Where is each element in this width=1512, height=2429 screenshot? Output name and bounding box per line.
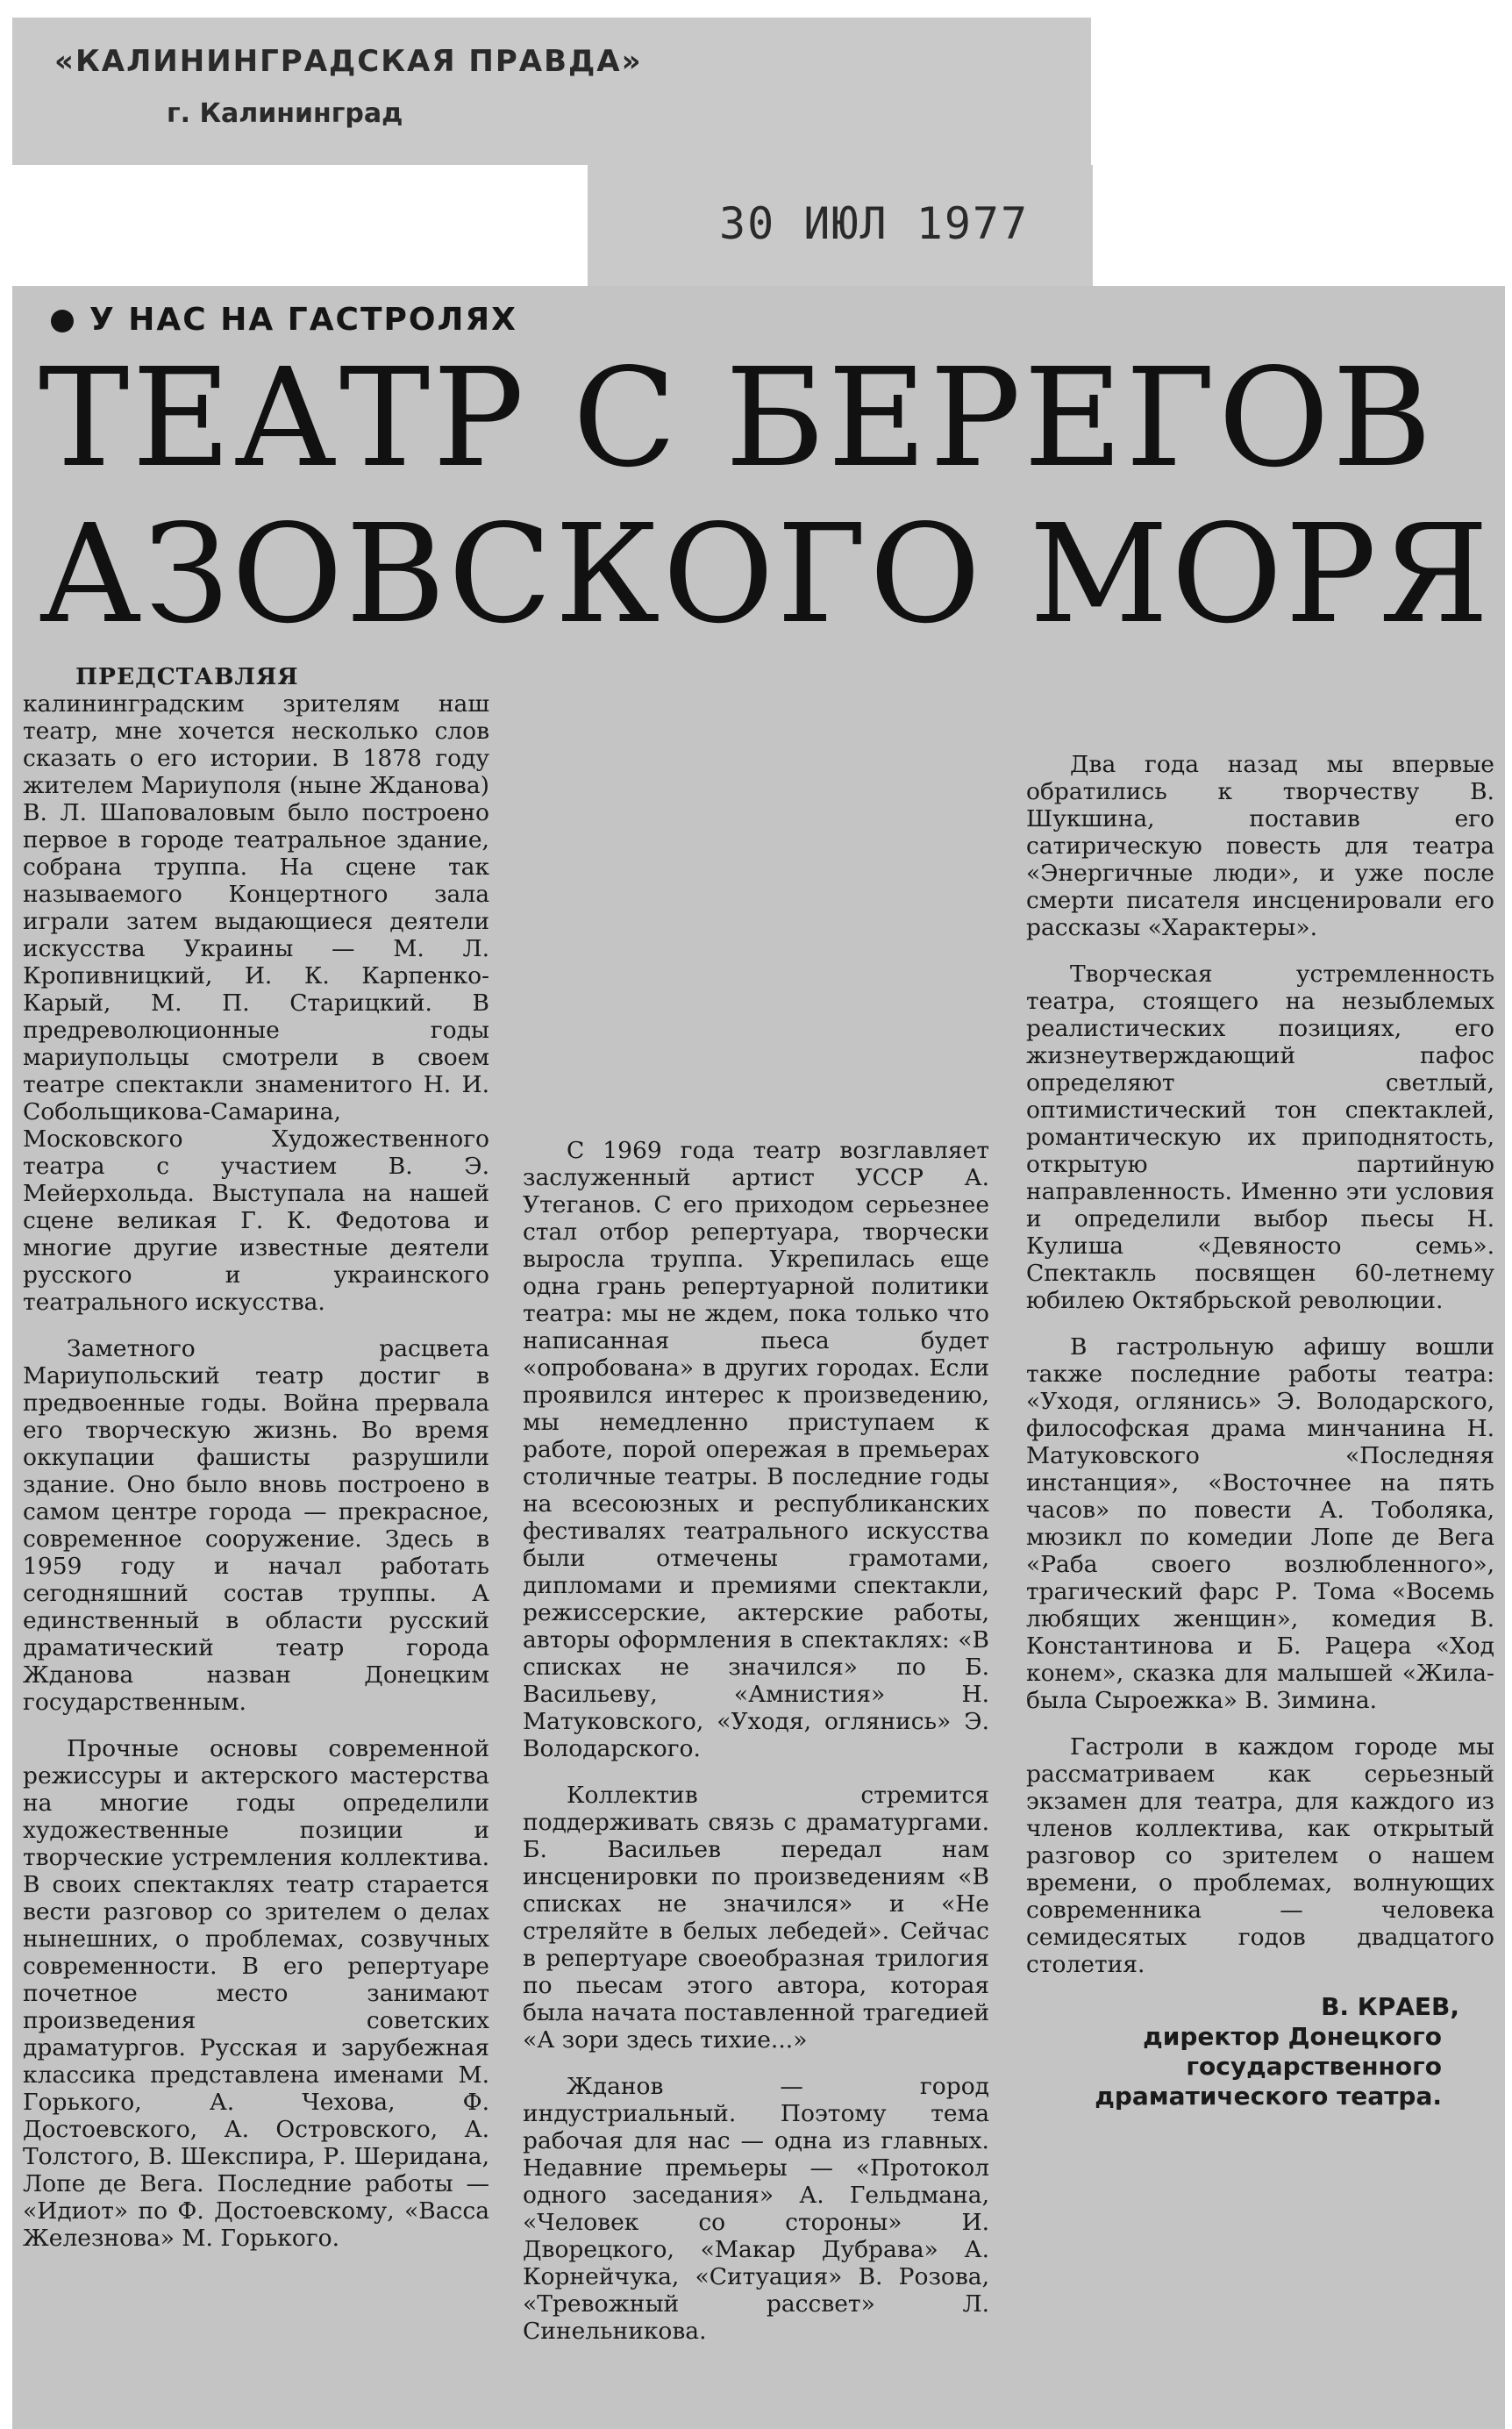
paragraph-text: калининградским зрителям наш театр, мне хочется несколько слов сказать о его истории. В 1878 году жителем Мариуполя (ныне Жданова) В. Л. Шаповаловым было построено первое в городе театральное здание, собрана труппа. На сцене так называемого Концертного зала играли затем выдающиеся деятели искусства Украины — М. Л. Кропивницкий, И. К. Карпенко-Карый, М. П. Старицкий. В предреволюционные годы мариупольцы смотрели в своем театре спектакли знаменитого Н. И. Собольщикова-Самарина, Московского Художественного театра с участием В. Э. Мейерхольда. Выступала на нашей сцене великая Г. К. Федотова и многие другие известные деятели русского и украинского театрального искусства. <box>23 690 489 1316</box>
article-paragraph: С 1969 года театр возглавляет заслуженный артист УССР А. Утеганов. С его приходом серьезнее стал отбор репертуара, творчески выросла труппа. Укрепилась еще одна грань репертуарной политики театра: мы не ждем, пока только что написанная пьеса будет «опробована» в других городах. Если проявился интерес к произведению, мы немедленно приступаем к работе, порой опережая в премьерах столичные театры. В последние годы на всесоюзных и республиканских фестивалях театрального искусства были отмечены грамотами, дипломами и премиями спектакли, режиссерские, актерские работы, авторы оформления в спектаклях: «В списках не значился» по Б. Васильеву, «Амнистия» Н. Матуковского, «Уходя, оглянись» Э. Володарского. <box>523 1137 989 1762</box>
headline-line-2: АЗОВСКОГО МОРЯ <box>39 495 1492 654</box>
author-name: В. КРАЕВ, <box>1321 1992 1459 2021</box>
author-signature <box>1026 1992 1494 2111</box>
article-paragraph: Творческая устремленность театра, стоящего на незыблемых реалистических позициях, его жизнеутверждающий пафос определяют светлый, оптимистический тон спектаклей, романтическую их приподнятость, открытую партийную направленность. Именно эти условия и определили выбор пьесы Н. Кулиша «Девяносто семь». Спектакль посвящен 60-летнему юбилею Октябрьской революции. <box>1026 961 1494 1314</box>
article-rubric <box>51 302 517 338</box>
author-title-line: драматического театра. <box>1095 2082 1442 2111</box>
newspaper-city: г. Калининград <box>167 98 403 129</box>
bullet-dot-icon <box>51 310 74 332</box>
article-column-2 <box>523 663 989 2345</box>
source-clipping-label <box>12 18 1091 165</box>
article-headline <box>39 340 1512 653</box>
lead-word: ПРЕДСТАВЛЯЯ <box>75 663 299 690</box>
article-paragraph: В гастрольную афишу вошли также последние работы театра: «Уходя, оглянись» Э. Володарского, философская драма минчанина Н. Матуковского «Последняя инстанция», «Восточнее на пять часов» по повести А. Тоболяка, мюзикл по комедии Лопе де Вега «Раба своего возлюбленного», трагический фарс Р. Тома «Восемь любящих женщин», комедия В. Константинова и Б. Рацера «Ход конем», сказка для малышей «Жила-была Сыроежка» В. Зимина. <box>1026 1333 1494 1714</box>
article-paragraph <box>23 663 489 1316</box>
date-stamp-label <box>588 165 1093 288</box>
article-paragraph: Заметного расцвета Мариупольский театр достиг в предвоенные годы. Война прервала его творческую жизнь. Во время оккупации фашисты разрушили здание. Оно было вновь построено в самом центре города — прекрасное, современное сооружение. Здесь в 1959 году и начал работать сегодняшний состав труппы. А единственный в области русский драматический театр города Жданова назван Донецким государственным. <box>23 1335 489 1716</box>
article-column-1 <box>23 663 489 2252</box>
newspaper-article <box>12 286 1505 2429</box>
rubric-text: У НАС НА ГАСТРОЛЯХ <box>89 302 517 338</box>
author-title-line: государственного <box>1186 2052 1442 2081</box>
author-title-line: директор Донецкого <box>1143 2022 1442 2051</box>
article-paragraph: Прочные основы современной режиссуры и актерского мастерства на многие годы определили художественные позиции и творческие устремления коллектива. В своих спектаклях театр старается вести разговор со зрителем о делах нынешних, о проблемах, созвучных современности. В его репертуаре почетное место занимают произведения советских драматургов. Русская и зарубежная классика представлена именами М. Горького, А. Чехова, Ф. Достоевского, А. Островского, А. Толстого, В. Шекспира, Р. Шеридана, Лопе де Вега. Последние работы — «Идиот» по Ф. Достоевскому, «Васса Железнова» М. Горького. <box>23 1735 489 2252</box>
article-paragraph: Два года назад мы впервые обратились к творчеству В. Шукшина, поставив его сатирическую повесть для театра «Энергичные люди», и уже после смерти писателя инсценировали его рассказы «Характеры». <box>1026 751 1494 941</box>
article-paragraph: Коллектив стремится поддерживать связь с драматургами. Б. Васильев передал нам инсценировки по произведениям «В списках не значился» и «Не стреляйте в белых лебедей». Сейчас в репертуаре своеобразная трилогия по пьесам этого автора, которая была начата поставленной трагедией «А зори здесь тихие...» <box>523 1782 989 2054</box>
article-paragraph: Гастроли в каждом городе мы рассматриваем как серьезный экзамен для театра, для каждого из членов коллектива, как открытый разговор со зрителем о нашем времени, о проблемах, волнующих современника — человека семидесятых годов двадцатого столетия. <box>1026 1733 1494 1978</box>
date-stamp: 30 ИЮЛ 1977 <box>719 198 1030 249</box>
headline-line-1: ТЕАТР С БЕРЕГОВ <box>39 339 1435 497</box>
article-paragraph: Жданов — город индустриальный. Поэтому тема рабочая для нас — одна из главных. Недавние премьеры — «Протокол одного заседания» А. Гельдмана, «Человек со стороны» И. Дворецкого, «Макар Дубрава» А. Корнейчука, «Ситуация» В. Розова, «Тревожный рассвет» Л. Синельникова. <box>523 2073 989 2345</box>
newspaper-name: «КАЛИНИНГРАДСКАЯ ПРАВДА» <box>54 44 643 79</box>
article-column-3 <box>1026 663 1494 2111</box>
